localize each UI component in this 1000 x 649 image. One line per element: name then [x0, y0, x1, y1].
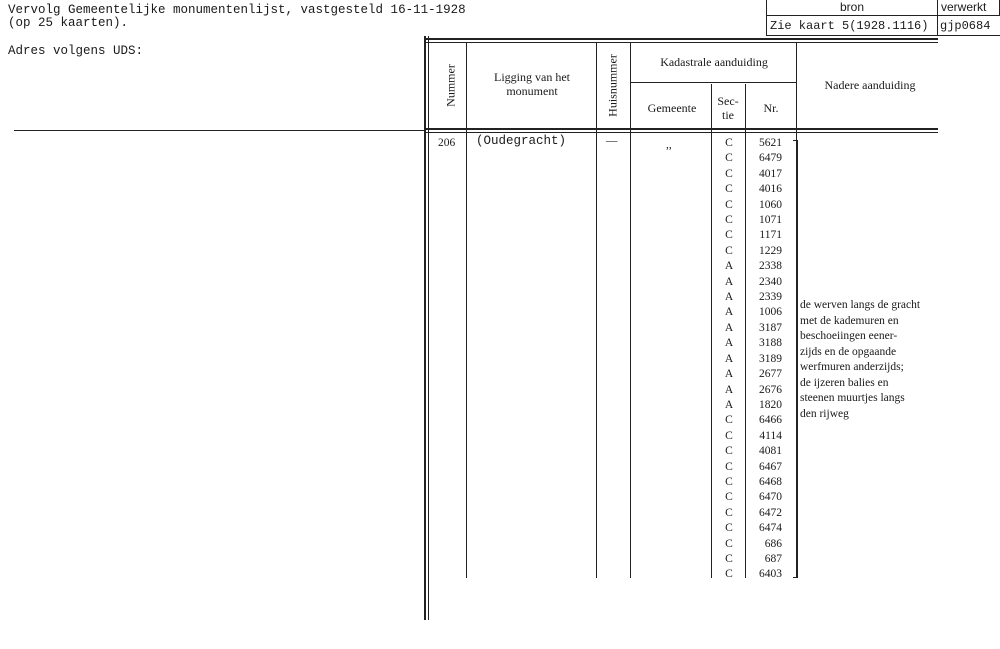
header-huisnummer: Huisnummer	[605, 54, 620, 117]
parcel-number-cell: 2338	[759, 260, 782, 273]
sectie-cell: C	[725, 167, 733, 180]
parcel-number-cell: 3187	[759, 321, 782, 334]
header-gemeente: Gemeente	[647, 101, 697, 115]
parcel-number-cell: 4114	[759, 429, 782, 442]
sectie-cell: A	[724, 352, 734, 365]
header-ligging: Ligging van het monument	[494, 70, 570, 98]
parcel-number-cell: 686	[764, 537, 782, 550]
header-nr: Nr.	[763, 101, 779, 115]
sectie-cell: C	[725, 568, 733, 581]
parcel-number-cell: 5621	[759, 137, 782, 149]
brace-line	[797, 140, 798, 578]
nadere-line: den rijweg	[800, 407, 849, 420]
nadere-line: steenen muurtjes langs	[800, 392, 905, 404]
sectie-cell: A	[724, 291, 734, 304]
parcel-number-cell: 6470	[759, 491, 782, 504]
parcel-number-cell: 6472	[759, 506, 782, 519]
sectie-cell: A	[724, 337, 734, 350]
brace-top	[793, 140, 798, 141]
sectie-cell: A	[724, 321, 734, 334]
address-label: Adres volgens UDS:	[8, 44, 144, 58]
sectie-cell: C	[725, 460, 733, 473]
sectie-cell: C	[725, 491, 733, 504]
entry-gemeente: ,,	[666, 139, 672, 151]
document-title: Vervolg Gemeentelijke monumentenlijst, vastgesteld 16-11-1928	[8, 3, 466, 17]
parcel-number-cell: 1229	[759, 244, 782, 257]
parcel-number-cell: 1171	[759, 229, 782, 242]
nr-list	[748, 136, 782, 583]
parcel-number-cell: 6403	[759, 568, 782, 581]
sectie-cell: C	[725, 445, 733, 458]
parcel-number-cell: 3189	[759, 352, 782, 365]
parcel-number-cell: 6468	[759, 475, 782, 488]
sectie-cell: C	[725, 214, 733, 227]
left-divider	[14, 130, 426, 131]
sectie-cell: C	[725, 475, 733, 488]
nadere-line: beschoeiingen eener-	[800, 330, 898, 342]
parcel-number-cell: 6479	[759, 152, 782, 165]
parcel-number-cell: 1006	[759, 306, 782, 319]
header-nummer: Nummer	[443, 64, 458, 107]
parcel-number-cell: 4017	[759, 167, 782, 180]
entry-nummer: 206	[438, 137, 456, 149]
sectie-cell: A	[724, 275, 734, 288]
nadere-line: de werven langs de gracht	[800, 299, 921, 311]
sectie-cell: C	[725, 183, 733, 196]
sectie-cell: C	[725, 429, 733, 442]
sectie-list	[722, 136, 736, 583]
sectie-cell: C	[725, 198, 733, 211]
parcel-number-cell: 3188	[759, 337, 782, 350]
source-box	[766, 0, 1000, 36]
nadere-line: met de kademuren en	[800, 314, 899, 327]
nadere-line: zijds en de opgaande	[800, 345, 897, 358]
parcel-number-cell: 6466	[759, 414, 782, 427]
parcel-number-cell: 1071	[759, 214, 782, 227]
sectie-cell: C	[725, 229, 733, 242]
header-sectie: Sec-tie	[717, 94, 739, 122]
header-kadastrale: Kadastrale aanduiding	[660, 55, 768, 69]
sectie-cell: A	[724, 260, 734, 273]
nadere-line: werfmuren anderzijds;	[800, 361, 904, 373]
parcel-number-cell: 6467	[759, 460, 782, 473]
parcel-number-cell: 2340	[759, 275, 782, 288]
sectie-cell: C	[725, 552, 733, 565]
sectie-cell: C	[725, 244, 733, 257]
verwerkt-label: verwerkt	[938, 0, 1000, 16]
sectie-cell: C	[725, 414, 733, 427]
parcel-number-cell: 2339	[759, 291, 782, 304]
nadere-line: de ijzeren balies en	[800, 376, 889, 389]
parcel-number-cell: 6474	[759, 522, 782, 535]
nadere-aanduiding	[800, 298, 942, 422]
parcel-number-cell: 2676	[759, 383, 782, 396]
header-nadere: Nadere aanduiding	[824, 78, 916, 92]
sectie-cell: C	[725, 506, 733, 519]
parcel-number-cell: 4016	[759, 183, 782, 196]
sectie-cell: C	[725, 537, 733, 550]
parcel-number-cell: 687	[764, 552, 782, 565]
parcel-number-cell: 1820	[759, 398, 782, 411]
document-subtitle: (op 25 kaarten).	[8, 16, 129, 30]
sectie-cell: C	[725, 522, 733, 535]
sectie-cell: A	[724, 368, 734, 381]
entry-huisnummer: —	[606, 135, 618, 147]
sectie-cell: C	[725, 152, 733, 165]
parcel-number-cell: 4081	[759, 445, 782, 458]
parcel-number-cell: 2677	[759, 368, 782, 381]
sectie-cell: A	[724, 306, 734, 319]
sectie-cell: A	[724, 398, 734, 411]
record-code: gjp0684	[938, 16, 1000, 36]
sectie-cell: A	[724, 383, 734, 396]
bron-label: bron	[766, 0, 938, 16]
entry-ligging: (Oudegracht)	[476, 134, 567, 148]
sectie-cell: C	[725, 137, 733, 149]
parcel-number-cell: 1060	[759, 198, 782, 211]
source-reference: Zie kaart 5(1928.1116)	[766, 16, 938, 36]
